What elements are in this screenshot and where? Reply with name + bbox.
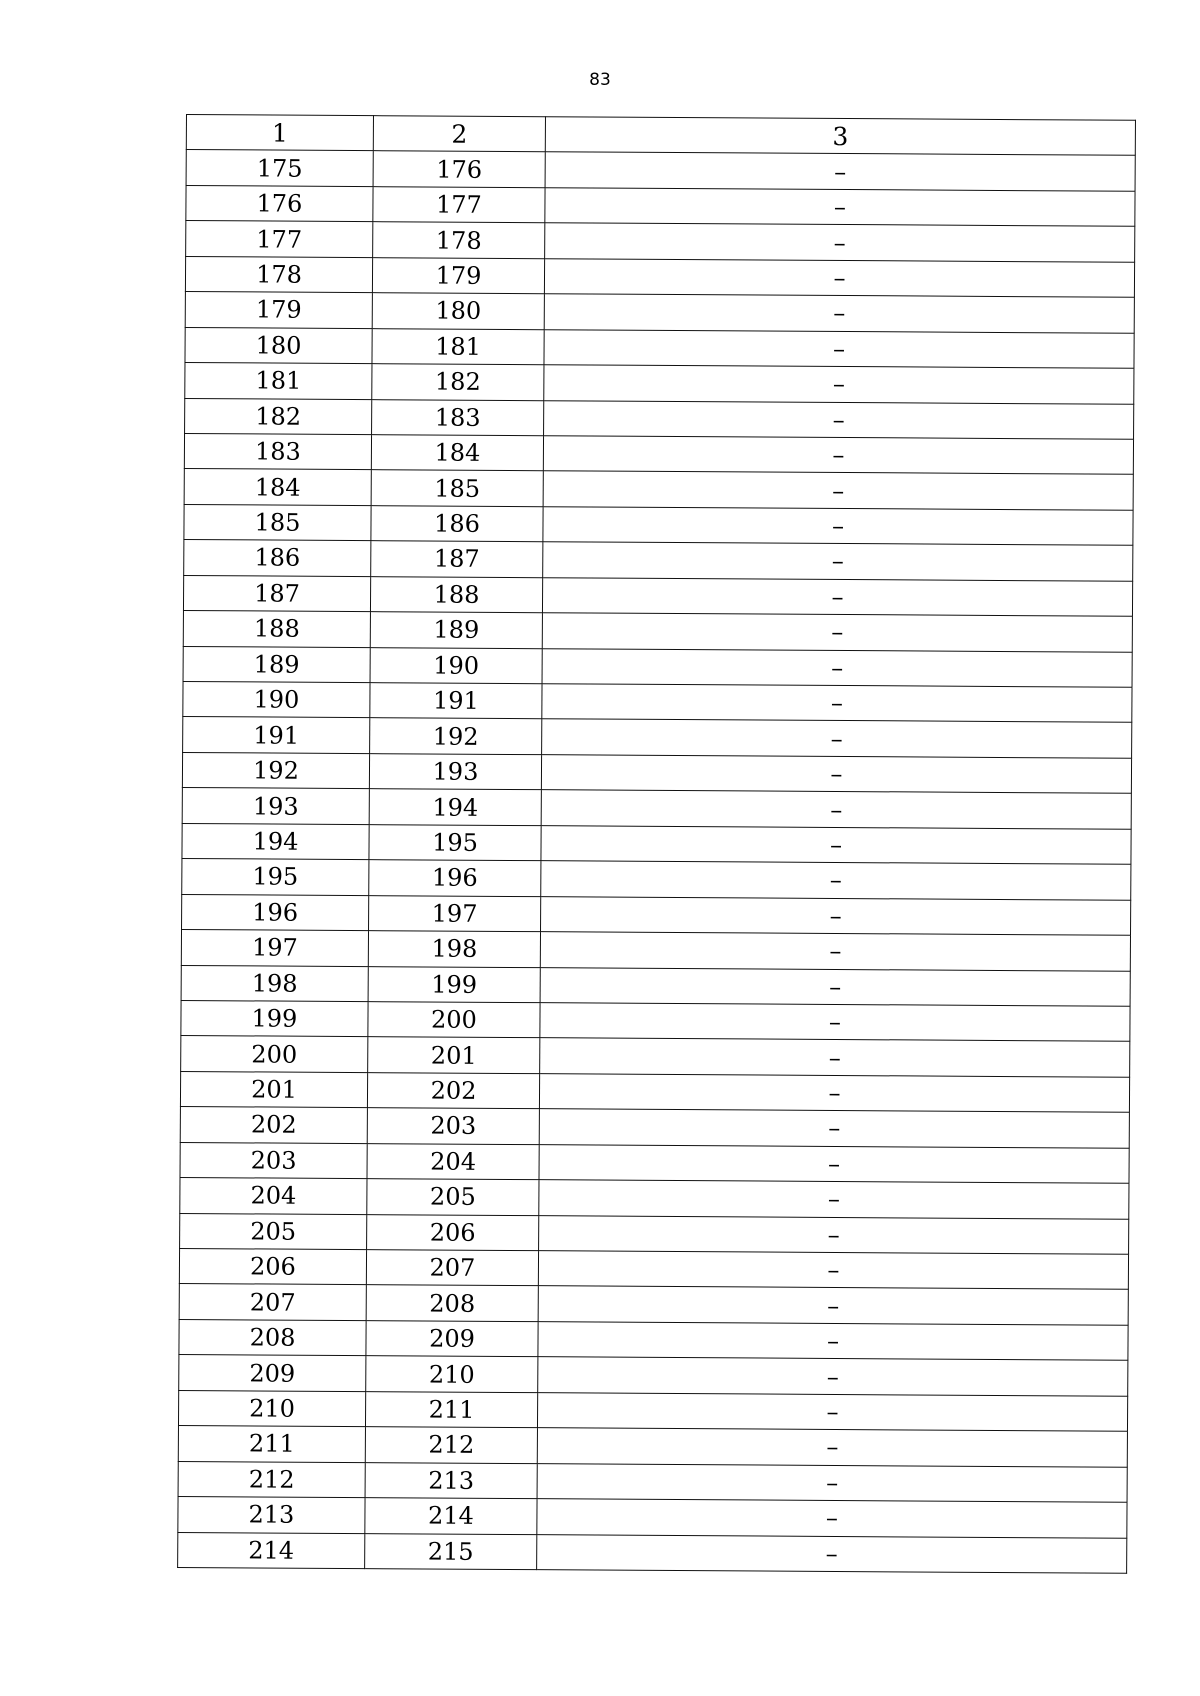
table-cell-col-3: – — [541, 790, 1131, 829]
table-row — [180, 1213, 1129, 1254]
table-row — [182, 823, 1131, 864]
table-cell-col-2: 214 — [365, 1498, 537, 1534]
table-cell-col-2: 198 — [368, 931, 540, 967]
table-cell-col-3: – — [540, 967, 1130, 1006]
table-cell-col-1: 177 — [186, 221, 373, 258]
table-row — [180, 1178, 1129, 1219]
table-row — [185, 363, 1134, 404]
table-row — [185, 256, 1134, 297]
table-cell-col-2: 192 — [370, 718, 542, 754]
table-cell-col-3: – — [544, 258, 1134, 297]
table-cell-col-2: 183 — [372, 399, 544, 435]
table-row — [186, 150, 1135, 191]
table-cell-col-3: – — [545, 188, 1135, 227]
data-table — [177, 114, 1136, 1574]
table-cell-col-3: – — [544, 294, 1134, 333]
table-cell-col-2: 190 — [370, 647, 542, 683]
table-cell-col-2: 200 — [368, 1002, 540, 1038]
table-cell-col-2: 193 — [369, 754, 541, 790]
table-cell-col-3: – — [542, 577, 1132, 616]
table-cell-col-2: 195 — [369, 824, 541, 860]
table-cell-col-2: 205 — [367, 1179, 539, 1215]
table-cell-col-1: 180 — [185, 327, 372, 364]
table-cell-col-1: 181 — [185, 363, 372, 400]
table-row — [182, 894, 1131, 935]
table-cell-col-2: 210 — [366, 1356, 538, 1392]
table-cell-col-1: 206 — [179, 1248, 366, 1285]
table-cell-col-2: 181 — [372, 328, 544, 364]
table-cell-col-2: 184 — [371, 435, 543, 471]
table-cell-col-1: 207 — [179, 1284, 366, 1321]
table-cell-col-3: – — [544, 329, 1134, 368]
header-cell-2: 2 — [373, 116, 545, 152]
table-row — [183, 717, 1132, 758]
table-cell-col-3: – — [537, 1534, 1127, 1573]
table-cell-col-3: – — [537, 1499, 1127, 1538]
table-cell-col-3: – — [539, 1180, 1129, 1219]
table-row — [183, 646, 1132, 687]
table-cell-col-2: 188 — [370, 576, 542, 612]
table-cell-col-3: – — [540, 1038, 1130, 1077]
table-cell-col-2: 201 — [368, 1037, 540, 1073]
table-cell-col-1: 197 — [181, 930, 368, 967]
table-row — [178, 1390, 1127, 1431]
table-cell-col-1: 175 — [186, 150, 373, 187]
table-cell-col-1: 210 — [178, 1390, 365, 1427]
table-cell-col-3: – — [539, 1073, 1129, 1112]
table-cell-col-3: – — [538, 1286, 1128, 1325]
table-cell-col-1: 179 — [185, 292, 372, 329]
table-row — [183, 575, 1132, 616]
table-cell-col-3: – — [542, 648, 1132, 687]
header-cell-1: 1 — [186, 115, 373, 152]
table-cell-col-3: – — [543, 436, 1133, 475]
table-cell-col-3: – — [538, 1357, 1128, 1396]
table-cell-col-1: 183 — [184, 433, 371, 470]
table-cell-col-1: 187 — [183, 575, 370, 612]
header-cell-3: 3 — [545, 117, 1135, 156]
table-row — [182, 788, 1131, 829]
table-cell-col-1: 205 — [180, 1213, 367, 1250]
table-cell-col-2: 212 — [365, 1427, 537, 1463]
table-cell-col-1: 211 — [178, 1426, 365, 1463]
table-body — [178, 115, 1136, 1574]
table-cell-col-1: 201 — [180, 1071, 367, 1108]
table-cell-col-1: 214 — [178, 1532, 365, 1569]
table-row — [185, 327, 1134, 368]
table-cell-col-2: 187 — [371, 541, 543, 577]
table-cell-col-2: 180 — [372, 293, 544, 329]
table-cell-col-3: – — [541, 861, 1131, 900]
table-row — [184, 433, 1133, 474]
table-row — [184, 504, 1133, 545]
table-row — [178, 1497, 1127, 1538]
table-cell-col-3: – — [539, 1109, 1129, 1148]
table-cell-col-3: – — [543, 542, 1133, 581]
table-row — [178, 1461, 1127, 1502]
table-row — [182, 752, 1131, 793]
table-cell-col-3: – — [537, 1392, 1127, 1431]
table-row — [183, 681, 1132, 722]
table-cell-col-2: 203 — [367, 1108, 539, 1144]
table-row — [178, 1532, 1127, 1573]
table-cell-col-1: 200 — [181, 1036, 368, 1073]
table-row — [181, 1036, 1130, 1077]
table-cell-col-1: 212 — [178, 1461, 365, 1498]
table-cell-col-1: 188 — [183, 611, 370, 648]
table-cell-col-2: 186 — [371, 505, 543, 541]
table-row — [182, 859, 1131, 900]
table-cell-col-1: 196 — [182, 894, 369, 931]
table-row — [179, 1319, 1128, 1360]
table-cell-col-3: – — [537, 1428, 1127, 1467]
table-row — [185, 398, 1134, 439]
table-cell-col-2: 197 — [369, 895, 541, 931]
table-cell-col-1: 184 — [184, 469, 371, 506]
table-cell-col-3: – — [540, 1003, 1130, 1042]
table-cell-col-3: – — [541, 896, 1131, 935]
table-cell-col-1: 204 — [180, 1178, 367, 1215]
table-row — [181, 965, 1130, 1006]
table-cell-col-1: 199 — [181, 1000, 368, 1037]
table-cell-col-1: 208 — [179, 1319, 366, 1356]
table-cell-col-2: 189 — [370, 612, 542, 648]
table-cell-col-2: 176 — [373, 151, 545, 187]
table-row — [184, 469, 1133, 510]
page-number: 83 — [589, 70, 611, 90]
table-cell-col-1: 192 — [182, 752, 369, 789]
table-cell-col-2: 208 — [366, 1285, 538, 1321]
table-cell-col-2: 204 — [367, 1143, 539, 1179]
table-cell-col-3: – — [544, 400, 1134, 439]
table-row — [178, 1426, 1127, 1467]
table-row — [179, 1355, 1128, 1396]
table-cell-col-2: 202 — [367, 1072, 539, 1108]
table-cell-col-2: 213 — [365, 1462, 537, 1498]
table-cell-col-1: 195 — [182, 859, 369, 896]
table-cell-col-1: 202 — [180, 1107, 367, 1144]
table-row — [184, 540, 1133, 581]
table-cell-col-3: – — [540, 932, 1130, 971]
table-cell-col-3: – — [539, 1215, 1129, 1254]
table-cell-col-3: – — [539, 1144, 1129, 1183]
table-cell-col-1: 178 — [185, 256, 372, 293]
table-row — [181, 1000, 1130, 1041]
table-row — [181, 930, 1130, 971]
table-cell-col-2: 199 — [368, 966, 540, 1002]
table-row — [179, 1248, 1128, 1289]
table-cell-col-3: – — [542, 684, 1132, 723]
table-cell-col-2: 196 — [369, 860, 541, 896]
table-cell-col-3: – — [538, 1322, 1128, 1361]
table-cell-col-1: 182 — [185, 398, 372, 435]
table-cell-col-3: – — [541, 755, 1131, 794]
table-cell-col-3: – — [544, 365, 1134, 404]
table-cell-col-1: 190 — [183, 681, 370, 718]
table-cell-col-1: 189 — [183, 646, 370, 683]
table-cell-col-3: – — [541, 825, 1131, 864]
table-row — [183, 611, 1132, 652]
table-cell-col-2: 206 — [367, 1214, 539, 1250]
table-cell-col-1: 213 — [178, 1497, 365, 1534]
table-cell-col-2: 182 — [372, 364, 544, 400]
table-cell-col-3: – — [542, 719, 1132, 758]
table-cell-col-3: – — [538, 1251, 1128, 1290]
table-row — [186, 185, 1135, 226]
table-cell-col-2: 179 — [372, 257, 544, 293]
table-cell-col-2: 207 — [366, 1250, 538, 1286]
table-header-row — [186, 115, 1135, 156]
table-row — [180, 1071, 1129, 1112]
table-cell-col-2: 185 — [371, 470, 543, 506]
table-cell-col-2: 215 — [365, 1533, 537, 1569]
table-cell-col-1: 198 — [181, 965, 368, 1002]
table-cell-col-1: 209 — [179, 1355, 366, 1392]
table-cell-col-1: 194 — [182, 823, 369, 860]
table-row — [180, 1107, 1129, 1148]
table-cell-col-2: 209 — [366, 1320, 538, 1356]
table-cell-col-3: – — [545, 152, 1135, 191]
table-cell-col-1: 191 — [183, 717, 370, 754]
table-cell-col-2: 194 — [369, 789, 541, 825]
table-cell-col-3: – — [545, 223, 1135, 262]
table-cell-col-1: 193 — [182, 788, 369, 825]
table-cell-col-2: 191 — [370, 683, 542, 719]
table-cell-col-2: 211 — [365, 1391, 537, 1427]
table-row — [179, 1284, 1128, 1325]
table-cell-col-3: – — [543, 471, 1133, 510]
table-row — [180, 1142, 1129, 1183]
table-row — [186, 221, 1135, 262]
table-cell-col-1: 186 — [184, 540, 371, 577]
table-cell-col-3: – — [542, 613, 1132, 652]
table-row — [185, 292, 1134, 333]
table-cell-col-1: 203 — [180, 1142, 367, 1179]
table-cell-col-3: – — [537, 1463, 1127, 1502]
table-cell-col-1: 176 — [186, 185, 373, 222]
table-cell-col-2: 177 — [373, 187, 545, 223]
table-cell-col-1: 185 — [184, 504, 371, 541]
table-cell-col-3: – — [543, 507, 1133, 546]
table-cell-col-2: 178 — [373, 222, 545, 258]
